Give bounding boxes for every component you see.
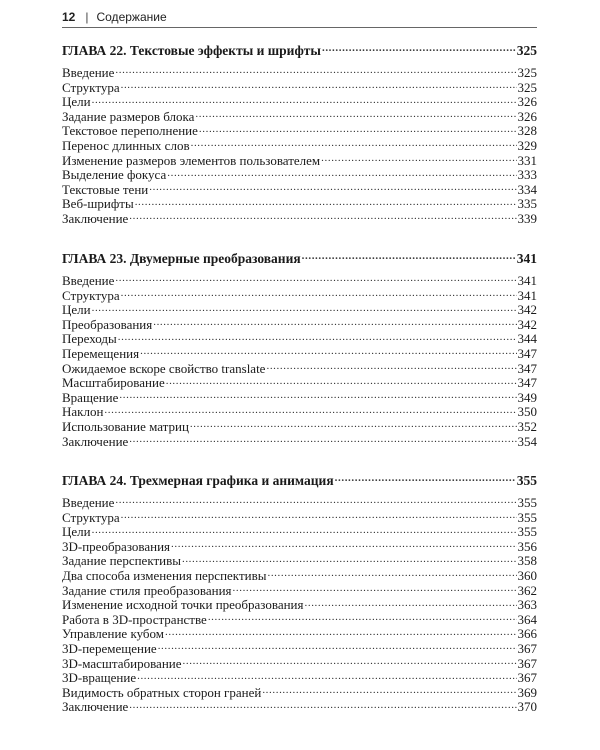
entry-label: Веб-шрифты — [62, 196, 134, 212]
entry-label: 3D-перемещение — [62, 640, 157, 656]
toc-entry[interactable] — [62, 197, 537, 212]
dot-leader — [92, 96, 517, 106]
entry-page: 342 — [517, 302, 537, 318]
chapter-23 — [62, 251, 537, 449]
toc-entry[interactable] — [62, 274, 537, 289]
toc-entry[interactable] — [62, 212, 537, 227]
entry-label: Преобразования — [62, 316, 153, 332]
entry-page: 339 — [517, 210, 537, 226]
dot-leader — [266, 363, 516, 373]
entry-label: Масштабирование — [62, 375, 165, 391]
dot-leader — [208, 614, 517, 624]
dot-leader — [121, 82, 517, 92]
toc-page — [62, 10, 537, 715]
chapter-page: 355 — [516, 473, 537, 488]
entry-label: Ожидаемое вскоре свойство translate — [62, 360, 266, 376]
toc-entry[interactable] — [62, 154, 537, 169]
chapter-heading[interactable] — [62, 251, 537, 267]
entry-label: Цели — [62, 302, 91, 318]
dot-leader — [191, 140, 517, 150]
entry-label: Задание стиля преобразования — [62, 582, 232, 598]
entry-label: 3D-вращение — [62, 670, 137, 686]
dot-leader — [165, 628, 516, 638]
dot-leader — [104, 406, 516, 416]
entry-label: Задание размеров блока — [62, 108, 195, 124]
entry-label: 3D-преобразования — [62, 538, 171, 554]
toc-entry[interactable] — [62, 168, 537, 183]
toc-entry[interactable] — [62, 332, 537, 347]
toc-entry[interactable] — [62, 569, 537, 584]
dot-leader — [321, 155, 516, 165]
dot-leader — [182, 555, 517, 565]
entry-page: 356 — [517, 538, 537, 554]
entry-page: 326 — [517, 108, 537, 124]
running-head-separator: | — [85, 10, 89, 24]
entry-page: 331 — [517, 152, 537, 168]
entry-label: Структура — [62, 509, 120, 525]
dot-leader — [115, 67, 516, 77]
toc-entry[interactable] — [62, 671, 537, 686]
dot-leader — [129, 213, 516, 223]
entry-label: Вращение — [62, 389, 119, 405]
entry-label: Изменение размеров элементов пользователем — [62, 152, 321, 168]
entry-page: 334 — [517, 181, 537, 197]
dot-leader — [135, 198, 517, 208]
toc-entry[interactable] — [62, 124, 537, 139]
chapter-title: ГЛАВА 22. Текстовые эффекты и шрифты — [62, 43, 321, 58]
toc-entry[interactable] — [62, 139, 537, 154]
entry-label: 3D-масштабирование — [62, 655, 182, 671]
dot-leader — [121, 290, 517, 300]
toc-entry[interactable] — [62, 183, 537, 198]
entry-label: Текстовое переполнение — [62, 123, 198, 139]
entry-page: 367 — [517, 640, 537, 656]
entry-page: 344 — [517, 331, 537, 347]
entry-page: 369 — [517, 684, 537, 700]
entry-page: 347 — [517, 360, 537, 376]
entry-label: Заключение — [62, 433, 129, 449]
entry-page: 360 — [517, 567, 537, 583]
dot-leader — [335, 475, 516, 485]
entry-label: Выделение фокуса — [62, 167, 167, 183]
entry-label: Введение — [62, 273, 115, 288]
dot-leader — [195, 111, 516, 121]
entry-label: Использование матриц — [62, 418, 189, 434]
running-head-title: Содержание — [96, 10, 167, 24]
dot-leader — [118, 333, 517, 343]
entry-page: 367 — [517, 670, 537, 686]
entry-page: 329 — [517, 137, 537, 153]
dot-leader — [190, 421, 517, 431]
running-head — [62, 10, 537, 28]
toc-entry[interactable] — [62, 420, 537, 435]
dot-leader — [302, 253, 516, 263]
entry-page: 325 — [517, 79, 537, 95]
entry-label: Работа в 3D-пространстве — [62, 611, 207, 627]
dot-leader — [121, 512, 517, 522]
entry-page: 326 — [517, 94, 537, 110]
dot-leader — [115, 275, 516, 285]
entry-page: 341 — [517, 273, 537, 288]
toc-entry[interactable] — [62, 642, 537, 657]
dot-leader — [153, 319, 516, 329]
toc-entry[interactable] — [62, 686, 537, 701]
dot-leader — [305, 599, 517, 609]
chapter-page: 325 — [516, 43, 537, 58]
dot-leader — [262, 687, 516, 697]
chapter-title: ГЛАВА 24. Трехмерная графика и анимация — [62, 473, 334, 488]
dot-leader — [171, 541, 516, 551]
entry-label: Изменение исходной точки преобразования — [62, 597, 304, 613]
entry-label: Структура — [62, 287, 120, 303]
entry-label: Заключение — [62, 699, 129, 715]
dot-leader — [115, 497, 516, 507]
dot-leader — [92, 526, 517, 536]
toc-entry[interactable] — [62, 66, 537, 81]
entry-label: Переходы — [62, 331, 117, 347]
chapter-24 — [62, 473, 537, 715]
entry-label: Структура — [62, 79, 120, 95]
entry-label: Введение — [62, 65, 115, 80]
chapter-heading[interactable] — [62, 43, 537, 59]
entry-label: Цели — [62, 524, 91, 540]
entry-label: Наклон — [62, 404, 104, 420]
toc-entry[interactable] — [62, 376, 537, 391]
entry-page: 350 — [517, 404, 537, 420]
toc-entry[interactable] — [62, 405, 537, 420]
dot-leader — [137, 672, 516, 682]
entry-page: 342 — [517, 316, 537, 332]
toc-entry[interactable] — [62, 347, 537, 362]
entry-page: 349 — [517, 389, 537, 405]
toc-entry[interactable] — [62, 511, 537, 526]
entry-page: 347 — [517, 375, 537, 391]
chapter-page: 341 — [516, 251, 537, 266]
dot-leader — [140, 348, 516, 358]
entry-page: 358 — [517, 553, 537, 569]
entry-label: Текстовые тени — [62, 181, 149, 197]
toc-entry[interactable] — [62, 627, 537, 642]
dot-leader — [322, 45, 516, 55]
entry-page: 362 — [517, 582, 537, 598]
toc-entry[interactable] — [62, 613, 537, 628]
toc-entry[interactable] — [62, 318, 537, 333]
entry-label: Видимость обратных сторон граней — [62, 684, 262, 700]
toc-entry[interactable] — [62, 289, 537, 304]
entry-page: 341 — [517, 287, 537, 303]
dot-leader — [167, 169, 516, 179]
dot-leader — [158, 643, 517, 653]
toc-entry[interactable] — [62, 584, 537, 599]
entry-label: Два способа изменения перспективы — [62, 567, 267, 583]
toc-entry[interactable] — [62, 81, 537, 96]
entry-page: 370 — [517, 699, 537, 715]
toc-entry[interactable] — [62, 657, 537, 672]
dot-leader — [267, 570, 516, 580]
dot-leader — [129, 436, 516, 446]
entry-label: Управление кубом — [62, 626, 165, 642]
dot-leader — [149, 184, 516, 194]
entry-page: 347 — [517, 345, 537, 361]
toc-entry[interactable] — [62, 435, 537, 450]
toc-entry[interactable] — [62, 598, 537, 613]
entry-label: Цели — [62, 94, 91, 110]
chapter-heading[interactable] — [62, 473, 537, 489]
entry-page: 335 — [517, 196, 537, 212]
entry-page: 355 — [517, 524, 537, 540]
dot-leader — [199, 125, 517, 135]
toc-entry[interactable] — [62, 362, 537, 377]
toc-entry[interactable] — [62, 700, 537, 715]
entry-page: 364 — [517, 611, 537, 627]
entry-label: Перенос длинных слов — [62, 137, 190, 153]
toc-entry[interactable] — [62, 95, 537, 110]
entry-label: Заключение — [62, 210, 129, 226]
dot-leader — [183, 658, 517, 668]
entry-page: 328 — [517, 123, 537, 139]
dot-leader — [233, 585, 517, 595]
toc-entry[interactable] — [62, 540, 537, 555]
page-number: 12 — [62, 10, 76, 24]
entry-page: 366 — [517, 626, 537, 642]
dot-leader — [119, 392, 516, 402]
toc-entry[interactable] — [62, 110, 537, 125]
toc-entry[interactable] — [62, 496, 537, 511]
dot-leader — [166, 377, 517, 387]
chapter-22 — [62, 43, 537, 227]
entry-page: 367 — [517, 655, 537, 671]
toc-entry[interactable] — [62, 525, 537, 540]
chapter-title: ГЛАВА 23. Двумерные преобразования — [62, 251, 301, 266]
entry-page: 355 — [517, 509, 537, 525]
toc-entry[interactable] — [62, 391, 537, 406]
entry-label: Перемещения — [62, 345, 140, 361]
entry-page: 354 — [517, 433, 537, 449]
entry-page: 355 — [517, 495, 537, 510]
dot-leader — [129, 701, 516, 711]
entry-page: 333 — [517, 167, 537, 183]
entry-page: 325 — [517, 65, 537, 80]
entry-label: Введение — [62, 495, 115, 510]
toc-entry[interactable] — [62, 303, 537, 318]
entry-page: 352 — [517, 418, 537, 434]
toc-entry[interactable] — [62, 554, 537, 569]
dot-leader — [92, 304, 517, 314]
entry-label: Задание перспективы — [62, 553, 181, 569]
entry-page: 363 — [517, 597, 537, 613]
